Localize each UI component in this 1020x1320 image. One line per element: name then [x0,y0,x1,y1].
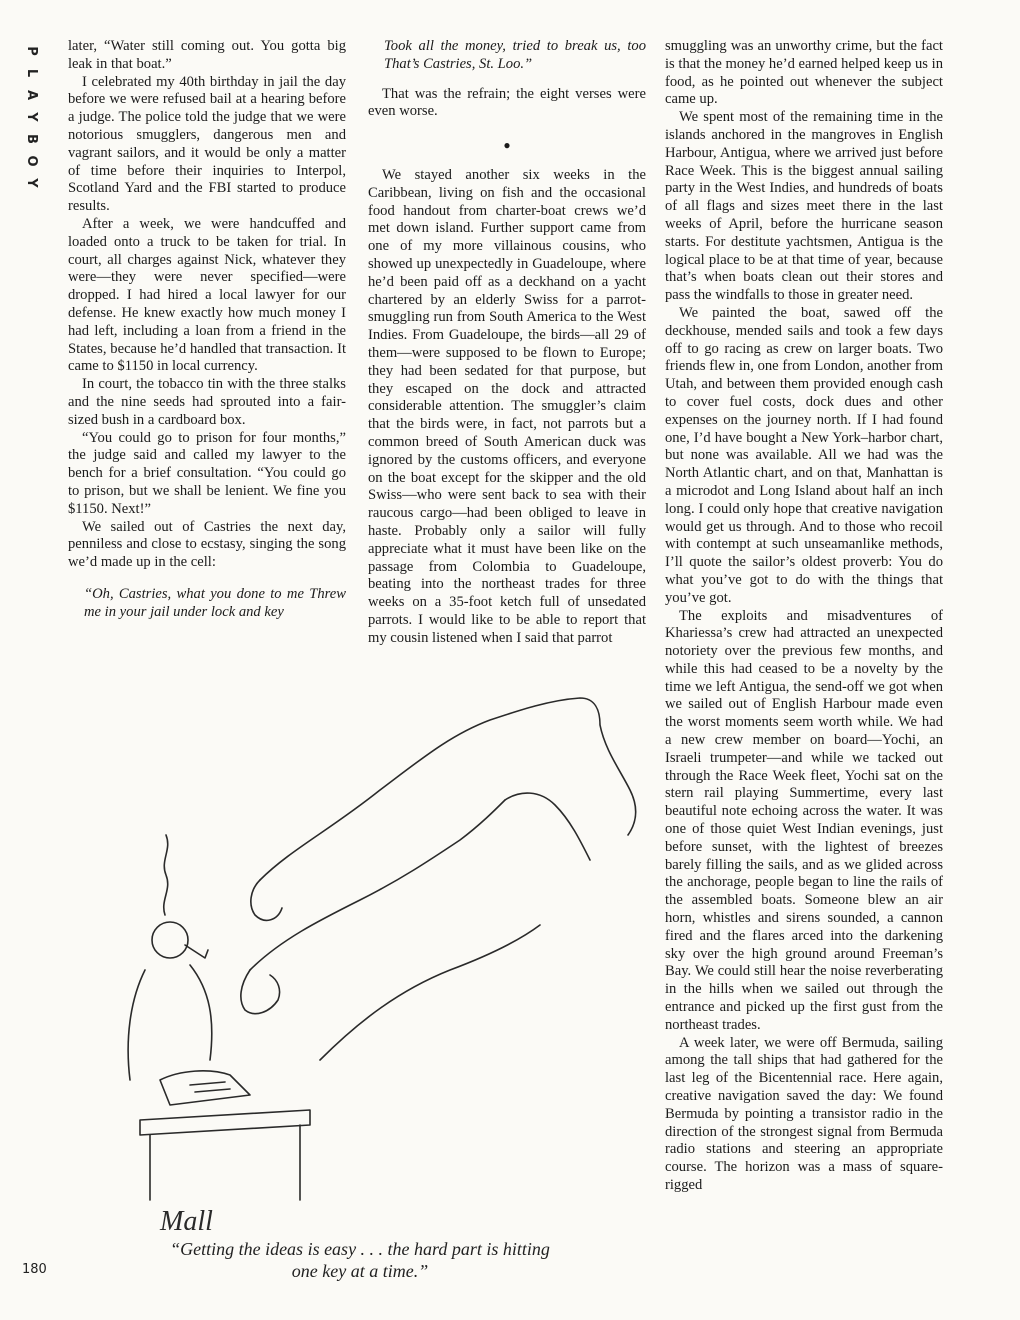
paragraph: “You could go to prison for four months,” the judge said and called my lawyer to the bench for a brief consultation. “You could go to prison, but we shall be lenient. We fine you $1150. Next!” [68,429,346,517]
paragraph: After a week, we were handcuffed and loaded onto a truck to be taken for trial. In court, all charges against Nick, whatever they were—they were never specified—were dropped. I had hired a local lawyer for our defense. He knew exactly how much money I had left, including a loan from a friend in the States, because he’d handled that transaction. It came to $1150 in local currency. [68,215,346,375]
paragraph: We stayed another six weeks in the Caribbean, living on fish and the occasional food handout from charter-boat crews we’d met down island. Further support came from one of my more villainous cousins, who showed up unexpectedly in Guadeloupe, where he’d been paid off as a deckhand on a yacht chartered by an elderly Swiss for a parrot-smuggling run from South America to the West Indies. From Guadeloupe, the birds—all 29 of them—were supposed to be flown to Europe; they had been sedated for that purpose, but they escaped on the dock and attracted considerable attention. The smuggler’s claim that the birds were, in fact, not parrots but a common breed of South American duck was ignored by the customs officers, and everyone on the boat except for the skipper and the old Swiss—who were sent back to sea with their raucous cargo—had been obliged to leave in haste. Probably only a sailor will fully appreciate what it must have been like on the passage from Colombia to Guadeloupe, beating into the northeast trades for three weeks on a 35-foot ketch full of unsedated parrots. I would like to be able to report that my cousin listened when I said that parrot [368,166,646,646]
paragraph: That was the refrain; the eight verses were even worse. [368,85,646,120]
paragraph: We painted the boat, sawed off the deckhouse, mended sails and took a few days off to go racing as crew on larger boats. Two friends flew in, one from London, another from Utah, and between them provided enough cash to cover fuel costs, dock dues and other expenses on the journey north. If I had found one, I’d have bought a New York–harbor chart, but none was available. All we had was the North Atlantic chart, and on that, Manhattan is a microdot and Long Island about half an inch long. I could only hope that creative navigation would get us through. And to those who recoil with contempt at such unseamanlike methods, I’ll quote the sailor’s oldest proverb: You do what you’ve got to do with the things that you’ve got. [665,304,943,606]
ape-hand [241,970,280,1014]
typewriter [160,1071,250,1105]
paragraph: A week later, we were off Bermuda, sailing among the tall ships that had gathered for the last leg of the Bicentennial race. Here again, creative navigation saved the day: We found Bermuda by pointing a transistor radio in the direction of the strongest signal from Bermuda radio stations and steering an appropriate course. The horizon was a mass of square-rigged [665,1034,943,1193]
song-verse: “Oh, Castries, what you done to me Threw me in your jail under lock and key [84,585,346,620]
ape-fingers [251,880,282,920]
desk-top [140,1110,310,1135]
man-head [152,922,188,958]
man-body [128,965,212,1080]
paragraph: I celebrated my 40th birthday in jail the day before we were refused bail at a hearing before a judge. The police told the judge that we were notorious smugglers, dangerous men and vagrant sailors, and it would be only a matter of time before their inquiries to Interpol, Scotland Yard and the FBI started to produce results. [68,73,346,215]
paragraph: smuggling was an unworthy crime, but the fact is that the money he’d earned helped keep us in food, as he pointed out whenever the subject came up. [665,38,943,108]
ape-back [505,793,590,860]
cartoon-illustration [100,640,660,1230]
artist-signature: Mall [160,1206,213,1230]
cartoon-caption: “Getting the ideas is easy . . . the hard part is hitting one key at a time.” [170,1239,550,1281]
masthead: P L A Y B O Y [24,46,39,188]
song-verse: Took all the money, tried to break us, too That’s Castries, St. Loo.” [384,38,646,72]
paragraph: The exploits and misadventures of Khariessa’s crew had attracted an unexpected notoriety over the previous few months, and while this had ceased to be a novelty by the time we left Antigua, the send-off we got when we sailed out of English Harbour made even the worst moments seem worth while. We had a new crew member on board—Yochi, an Israeli trumpeter—and while we tacked out through the Race Week fleet, Yochi sat on the stern rail playing Summertime, every last beautiful note echoing across the water. It was one of those quiet West Indian evenings, just before sunset, with the lightest of breezes barely filling the sails, and as we glided across the anchorage, people began to line the rails of the assembled boats. Someone blew an air horn, whistles and sirens sounded, a cannon fired and the flares arced into the darkening sky over the high ground around Freeman’s Bay. We could still hear the noise reverberating in the hills when we sailed out through the entrance and picked up the first gust from the northeast trades. [665,607,943,1033]
pipe [185,945,208,958]
paragraph: We spent most of the remaining time in the islands anchored in the mangroves in English Harbour, Antigua, where we arrived just before Race Week. This is the biggest annual sailing party in the West Indies, and hundreds of boats of all flags and sizes meet there in the last weeks of April, before the hurricane season starts. For destitute yachtsmen, Antigua is the logical place to be at that time of year, because that’s when boats clean out their stores and pass the windfalls to those in greater need. [665,109,943,304]
paragraph: We sailed out of Castries the next day, penniless and close to ecstasy, singing the song we’d made up in the cell: [68,518,346,571]
ape-lower-line [320,925,540,1060]
article-column-2 [368,38,646,648]
ape-arm-lower [250,800,505,970]
paragraph: In court, the tobacco tin with the three stalks and the nine seeds had sprouted into a fair-sized bush in a cardboard box. [68,376,346,428]
ape-outline [260,698,636,880]
article-column-1 [68,38,346,622]
article-column-3 [665,38,943,1195]
pipe-smoke [164,835,168,915]
typewriter-keys [190,1082,230,1092]
paragraph: later, “Water still coming out. You gotta big leak in that boat.” [68,38,346,72]
section-separator: ● [503,138,511,153]
page-number: 180 [22,1262,47,1277]
